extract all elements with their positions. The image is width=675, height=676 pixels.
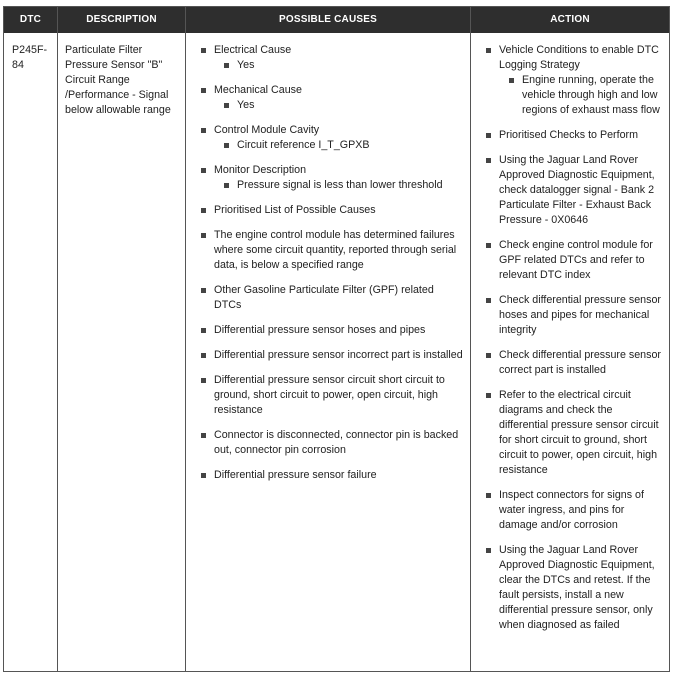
cause-item-text: Differential pressure sensor hoses and pipes xyxy=(214,324,426,336)
cause-item-sub-text: Yes xyxy=(237,59,255,71)
cause-item xyxy=(201,348,463,363)
cause-item-sub-text: Yes xyxy=(237,99,255,111)
square-bullet-icon xyxy=(201,473,206,478)
action-item xyxy=(486,238,662,283)
possible-causes-list xyxy=(201,43,463,493)
cause-item-text: Monitor Description xyxy=(214,164,307,176)
square-bullet-icon xyxy=(201,128,206,133)
square-bullet-icon xyxy=(486,393,491,398)
square-bullet-icon xyxy=(201,433,206,438)
cause-item xyxy=(201,228,463,273)
header-action: ACTION xyxy=(550,14,590,25)
cause-item xyxy=(201,323,463,338)
cause-item-sub-item xyxy=(214,98,463,113)
header-possible-causes: POSSIBLE CAUSES xyxy=(278,14,378,25)
action-item xyxy=(486,348,662,378)
cause-item-sub-item xyxy=(214,138,463,153)
cause-item-text: Connector is disconnected, connector pin is backed out, connector pin corrosion xyxy=(214,429,459,456)
square-bullet-icon xyxy=(224,143,229,148)
square-bullet-icon xyxy=(486,48,491,53)
column-divider xyxy=(57,7,58,671)
cause-item-text: Differential pressure sensor failure xyxy=(214,469,377,481)
cause-item xyxy=(201,428,463,458)
action-item-text: Using the Jaguar Land Rover Approved Diagnostic Equipment, check datalogger signal - Bank 2 Particulate Filter - Exhaust Back Pressure - 0X0646 xyxy=(499,154,655,226)
action-item xyxy=(486,153,662,228)
action-item xyxy=(486,543,662,633)
action-item-text: Check differential pressure sensor correct part is installed xyxy=(499,349,661,376)
cause-item xyxy=(201,203,463,218)
square-bullet-icon xyxy=(201,353,206,358)
action-item xyxy=(486,128,662,143)
cause-item-text: Differential pressure sensor circuit short circuit to ground, short circuit to power, open circuit, high resistance xyxy=(214,374,445,416)
column-divider xyxy=(470,7,471,671)
square-bullet-icon xyxy=(486,133,491,138)
square-bullet-icon xyxy=(486,353,491,358)
cause-item-sub-item xyxy=(214,58,463,73)
square-bullet-icon xyxy=(486,243,491,248)
cause-item xyxy=(201,163,463,193)
cause-item xyxy=(201,283,463,313)
cause-item-sub-text: Circuit reference I_T_GPXB xyxy=(237,139,370,151)
action-item xyxy=(486,388,662,478)
action-item-text: Check engine control module for GPF related DTCs and refer to relevant DTC index xyxy=(499,239,653,281)
dtc-code: P245F-84 xyxy=(12,44,48,71)
cause-item-text: Differential pressure sensor incorrect part is installed xyxy=(214,349,463,361)
action-item-text: Check differential pressure sensor hoses and pipes for mechanical integrity xyxy=(499,294,661,336)
square-bullet-icon xyxy=(486,298,491,303)
cause-item xyxy=(201,43,463,73)
square-bullet-icon xyxy=(224,63,229,68)
action-item-text: Inspect connectors for signs of water ingress, and pins for damage and/or corrosion xyxy=(499,489,644,531)
cause-item xyxy=(201,83,463,113)
cause-item-text: Electrical Cause xyxy=(214,44,292,56)
action-item-text: Prioritised Checks to Perform xyxy=(499,129,638,141)
action-item-text: Refer to the electrical circuit diagrams and check the differential pressure sensor circuit for short circuit to ground, short circuit to power, open circuit, high resistance xyxy=(499,389,659,476)
action-item xyxy=(486,43,662,118)
action-list xyxy=(486,43,662,643)
square-bullet-icon xyxy=(201,328,206,333)
cause-item-text: Control Module Cavity xyxy=(214,124,320,136)
action-item xyxy=(486,293,662,338)
square-bullet-icon xyxy=(486,493,491,498)
cause-item-text: The engine control module has determined failures where some circuit quantity, reported through serial data, is below a specified range xyxy=(214,229,457,271)
square-bullet-icon xyxy=(201,233,206,238)
square-bullet-icon xyxy=(201,288,206,293)
cause-item-text: Mechanical Cause xyxy=(214,84,302,96)
dtc-table xyxy=(3,6,670,672)
action-item-text: Vehicle Conditions to enable DTC Logging Strategy xyxy=(499,44,659,71)
cause-item-sub-item xyxy=(214,178,463,193)
column-divider xyxy=(185,7,186,671)
square-bullet-icon xyxy=(224,183,229,188)
square-bullet-icon xyxy=(224,103,229,108)
header-description: DESCRIPTION xyxy=(86,14,157,25)
cause-item xyxy=(201,373,463,418)
square-bullet-icon xyxy=(201,378,206,383)
header-dtc: DTC xyxy=(19,14,42,25)
action-item xyxy=(486,488,662,533)
square-bullet-icon xyxy=(201,168,206,173)
cause-item xyxy=(201,468,463,483)
action-item-sub-text: Engine running, operate the vehicle through high and low regions of exhaust mass flow xyxy=(522,74,660,116)
cause-item-text: Other Gasoline Particulate Filter (GPF) related DTCs xyxy=(214,284,434,311)
square-bullet-icon xyxy=(486,158,491,163)
cause-item xyxy=(201,123,463,153)
dtc-description: Particulate Filter Pressure Sensor "B" Circuit Range /Performance - Signal below allowable range xyxy=(65,44,171,116)
square-bullet-icon xyxy=(509,78,514,83)
table-header xyxy=(4,7,669,33)
square-bullet-icon xyxy=(201,48,206,53)
square-bullet-icon xyxy=(201,88,206,93)
cause-item-text: Prioritised List of Possible Causes xyxy=(214,204,376,216)
action-item-sub-item xyxy=(499,73,662,118)
action-item-text: Using the Jaguar Land Rover Approved Diagnostic Equipment, clear the DTCs and retest. If the fault persists, install a new differential pressure sensor, only when diagnosed as failed xyxy=(499,544,655,631)
cause-item-sub-text: Pressure signal is less than lower threshold xyxy=(237,179,443,191)
square-bullet-icon xyxy=(201,208,206,213)
square-bullet-icon xyxy=(486,548,491,553)
